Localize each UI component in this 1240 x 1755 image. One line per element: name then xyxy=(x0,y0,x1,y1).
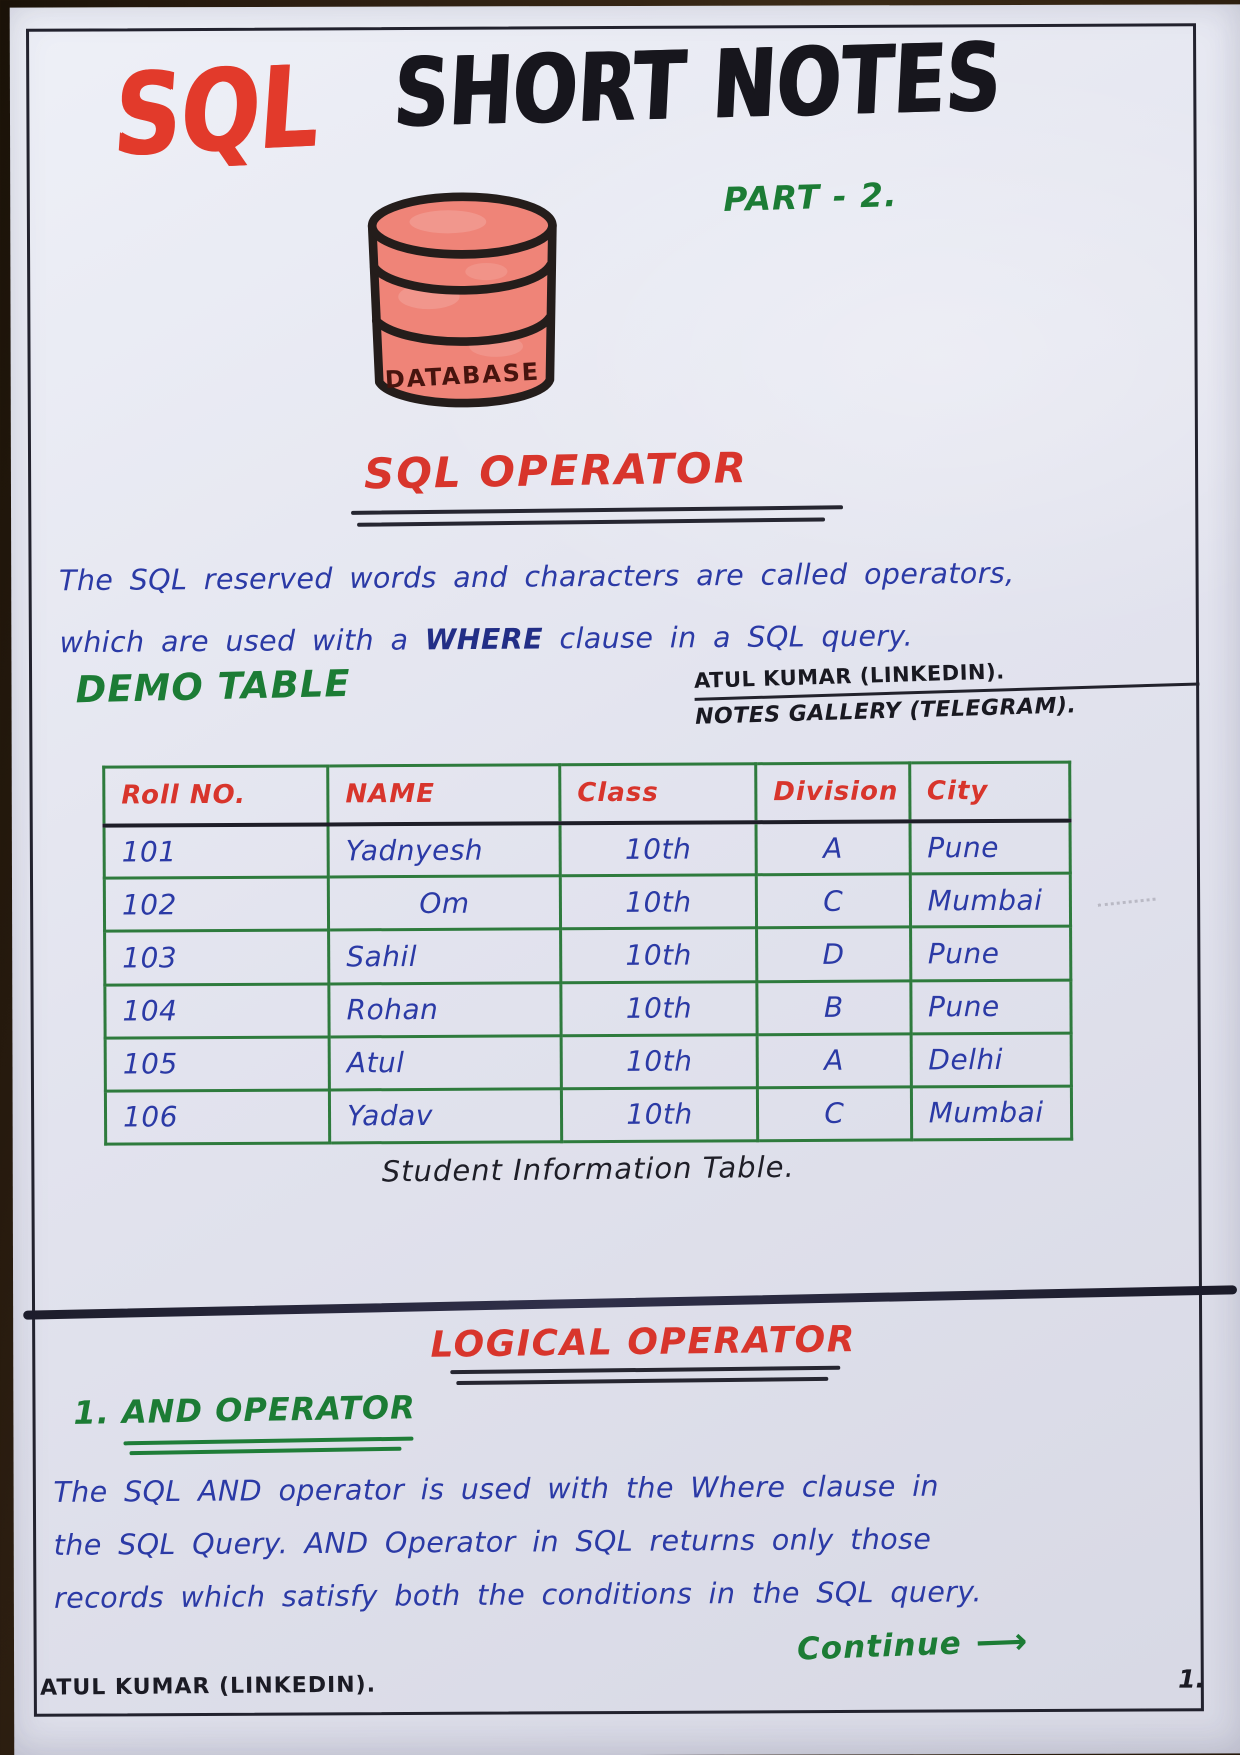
cell-roll: 104 xyxy=(105,984,329,1038)
credit-linkedin: ATUL KUMAR (LINKEDIN). xyxy=(694,653,1200,700)
footer-credit: ATUL KUMAR (LINKEDIN). xyxy=(39,1672,377,1701)
table-row xyxy=(105,1086,1071,1144)
cell-name: Yadnyesh xyxy=(328,823,560,877)
continue-label: Continue xyxy=(796,1625,963,1668)
table-row xyxy=(105,1033,1071,1091)
paragraph-line: clause in a SQL query. xyxy=(542,619,914,656)
and-operator-paragraph xyxy=(53,1458,1114,1624)
credit-telegram: NOTES GALLERY (TELEGRAM). xyxy=(694,693,1077,730)
sql-operator-heading: SQL OPERATOR xyxy=(363,443,749,499)
cell-class: 10th xyxy=(561,1034,757,1088)
cell-class: 10th xyxy=(561,1088,757,1142)
col-city: City xyxy=(909,762,1070,821)
cell-name: Sahil xyxy=(329,929,561,983)
operator-paragraph xyxy=(59,542,1100,674)
student-information-table xyxy=(102,761,1073,1146)
cell-roll: 106 xyxy=(105,1090,329,1144)
cell-city: Pune xyxy=(910,980,1071,1034)
paragraph-line: records which satisfy both the conditions in the SQL query. xyxy=(53,1575,982,1615)
cell-city: Pune xyxy=(910,820,1071,874)
cell-division: A xyxy=(756,821,910,875)
cell-division: C xyxy=(757,1087,911,1141)
col-name: NAME xyxy=(328,765,560,824)
cell-class: 10th xyxy=(560,822,756,876)
cell-division: B xyxy=(757,980,911,1034)
cell-class: 10th xyxy=(561,928,757,982)
paragraph-line: which are used with a xyxy=(59,623,425,660)
cell-class: 10th xyxy=(560,875,756,929)
page-title-sql: SQL xyxy=(109,40,323,183)
cell-roll: 102 xyxy=(104,877,328,931)
cell-name: Atul xyxy=(329,1035,561,1089)
cell-division: D xyxy=(757,927,911,981)
cell-city: Delhi xyxy=(911,1033,1072,1087)
and-operator-subheading: 1. AND OPERATOR xyxy=(73,1388,417,1432)
where-keyword: WHERE xyxy=(424,622,544,657)
table-header-row xyxy=(104,762,1070,825)
cell-city: Pune xyxy=(910,926,1071,980)
col-roll-no: Roll NO. xyxy=(104,766,328,825)
page-title-short-notes: SHORT NOTES xyxy=(390,21,1004,149)
database-cylinder-icon xyxy=(348,183,577,416)
paper-sheet xyxy=(10,4,1240,1755)
continue-note xyxy=(796,1621,1029,1671)
paragraph-line: The SQL AND operator is used with the Where clause in xyxy=(53,1469,940,1509)
demo-table-label: DEMO TABLE xyxy=(75,661,352,712)
part-label: PART - 2. xyxy=(722,175,899,220)
table-row xyxy=(105,926,1071,984)
table-caption: Student Information Table. xyxy=(381,1149,795,1189)
cell-city: Mumbai xyxy=(911,1086,1072,1140)
cell-roll: 105 xyxy=(105,1037,329,1091)
logical-operator-heading: LOGICAL OPERATOR xyxy=(430,1319,857,1366)
cell-name: Om xyxy=(328,876,560,930)
cell-name: Rohan xyxy=(329,982,561,1036)
right-arrow-icon: ⟶ xyxy=(974,1620,1030,1664)
cell-name: Yadav xyxy=(330,1089,562,1143)
cell-roll: 103 xyxy=(105,930,329,984)
paragraph-line: the SQL Query. AND Operator in SQL returns only those xyxy=(53,1522,932,1562)
cell-roll: 101 xyxy=(104,824,328,878)
database-label: DATABASE xyxy=(384,357,541,395)
cell-division: C xyxy=(756,874,910,928)
page-number: 1. xyxy=(1178,1664,1206,1694)
table-row xyxy=(105,980,1071,1038)
col-class: Class xyxy=(560,764,756,823)
table-row xyxy=(104,873,1070,931)
cell-class: 10th xyxy=(561,981,757,1035)
paragraph-line: The SQL reserved words and characters are called operators, xyxy=(58,556,1015,598)
col-division: Division xyxy=(756,763,910,822)
table-row xyxy=(104,820,1070,878)
cell-city: Mumbai xyxy=(910,873,1071,927)
cell-division: A xyxy=(757,1034,911,1088)
